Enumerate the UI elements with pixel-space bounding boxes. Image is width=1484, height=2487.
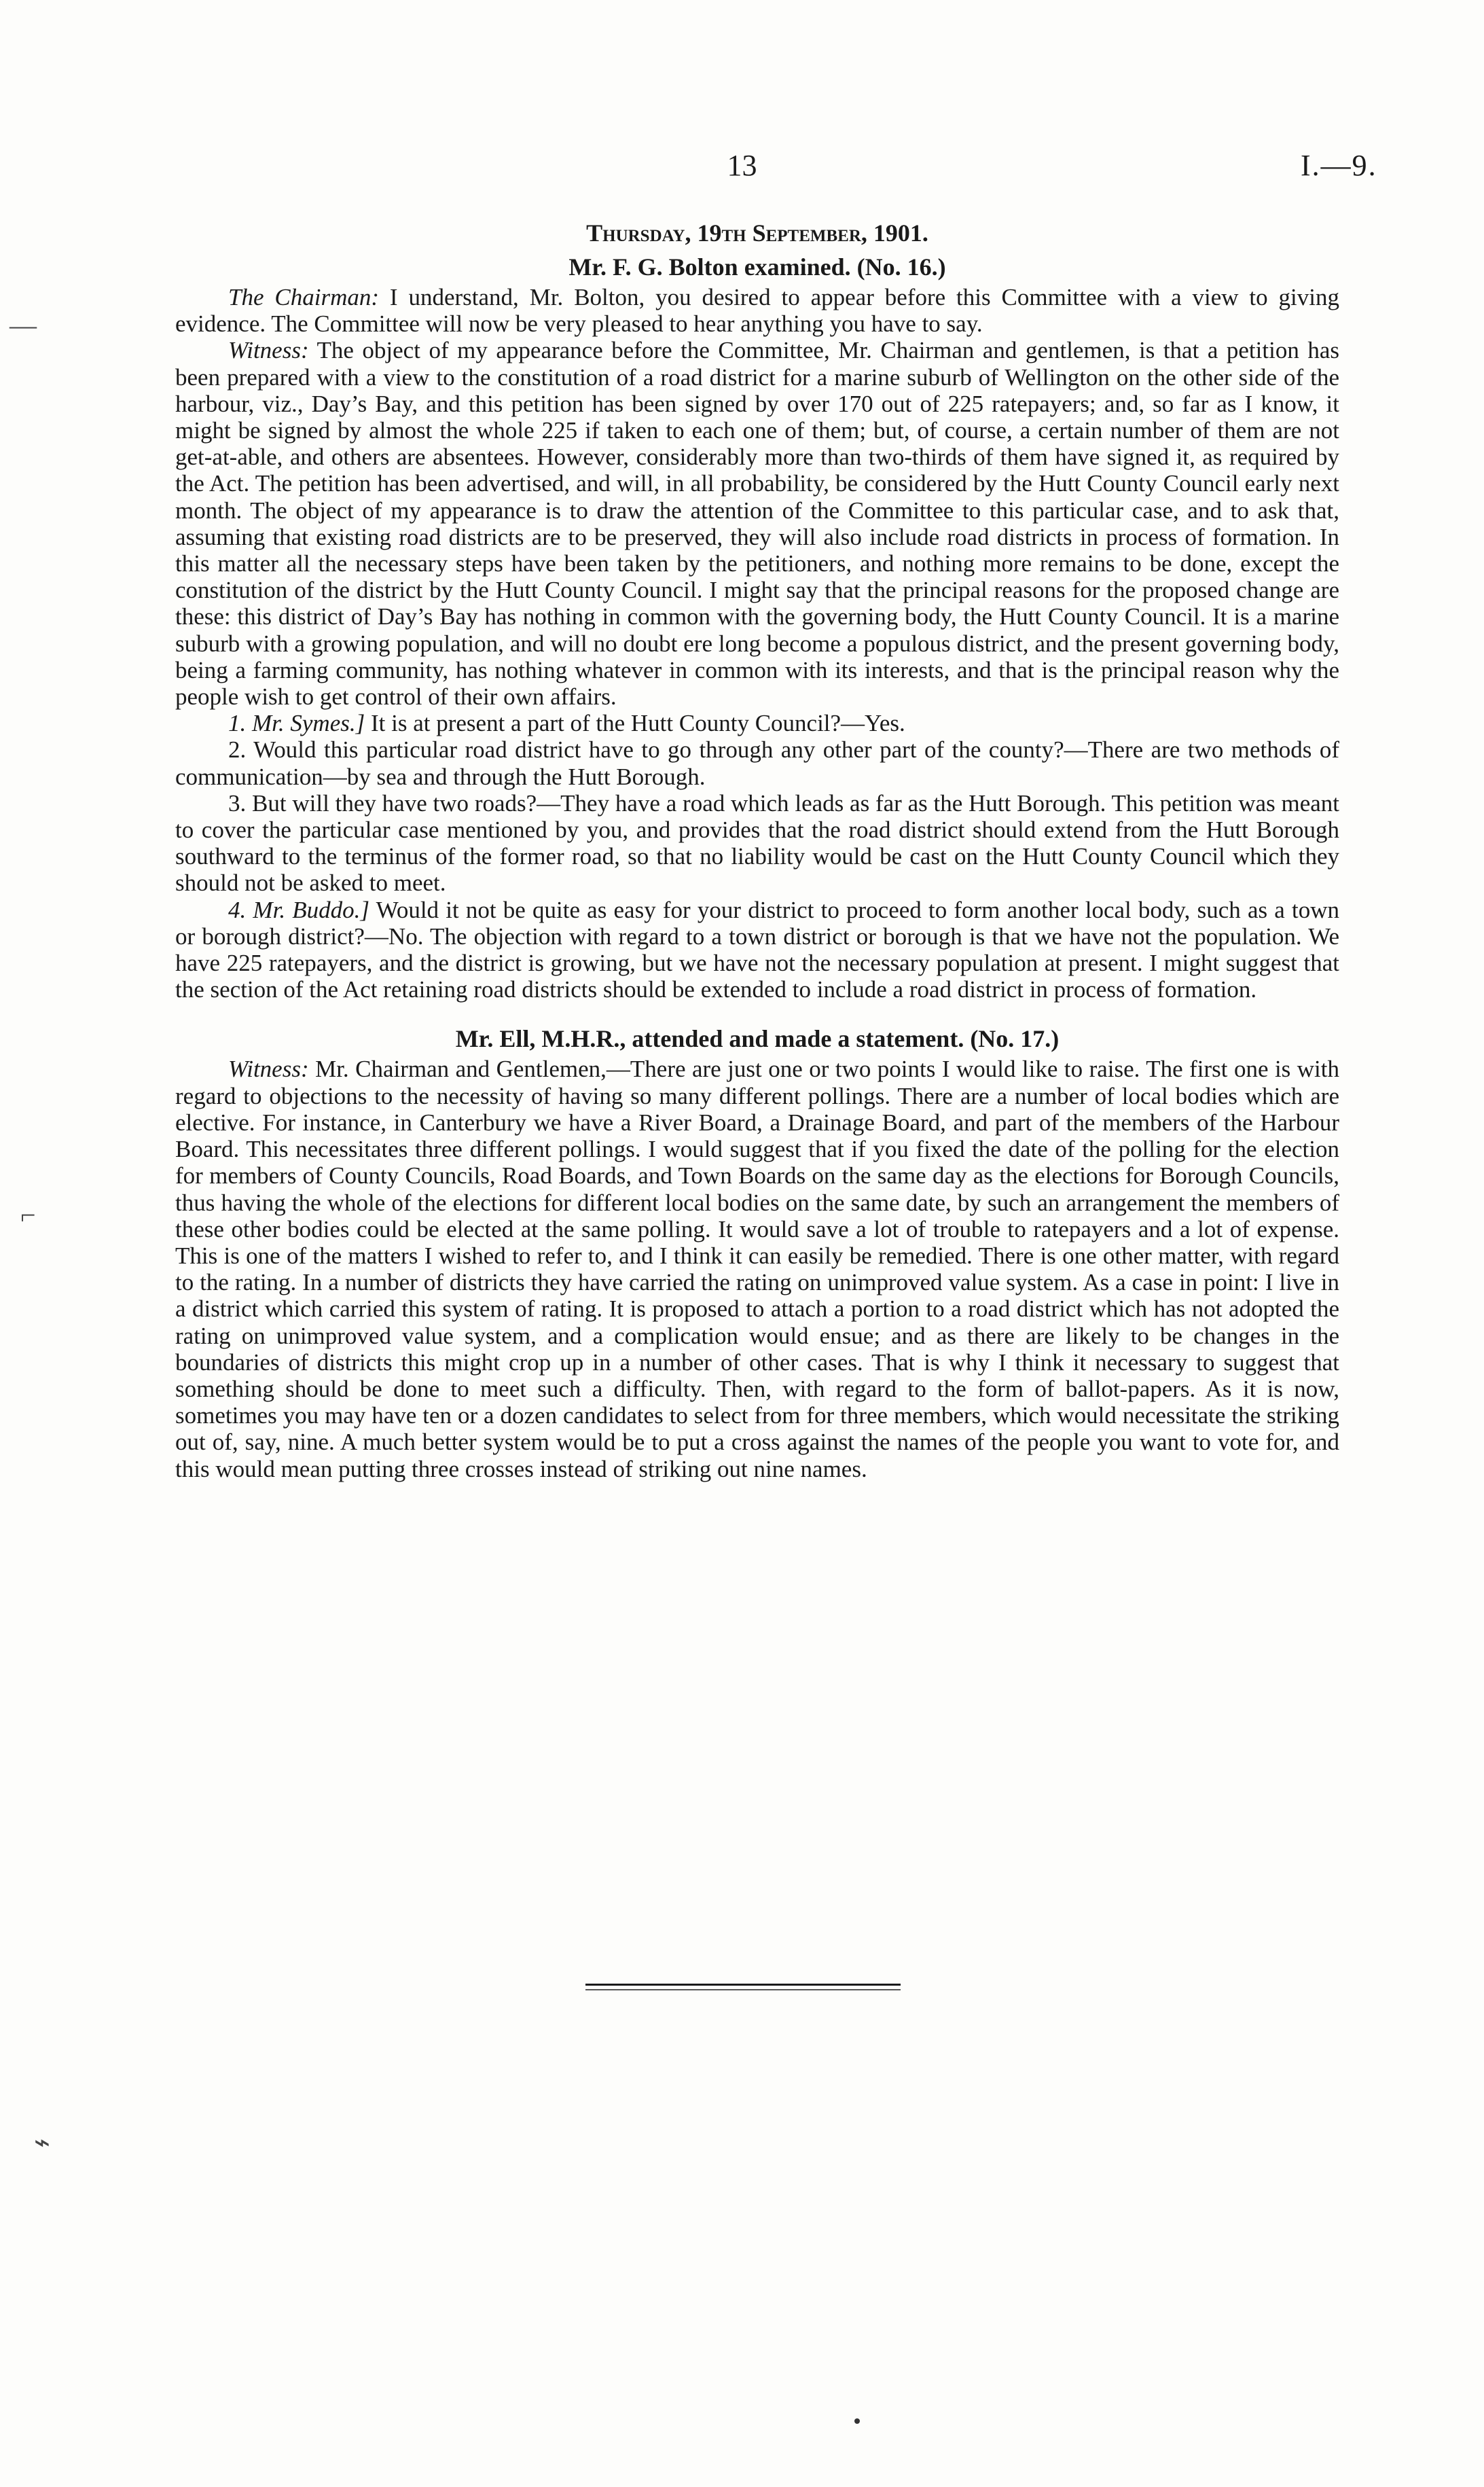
paragraph-text: Would it not be quite as easy for your district to proceed to form another local body, such as a town or borough district?—No. The objection with regard to a town district or borough is that we have not the population. We have 225 ratepayers, and the district is growing, but we have not the necessary population at present. I might suggest that the section of the Act retaining road districts should be extended to include a road district in process of formation. [175,896,1340,1003]
margin-mark: ⌁ [34,2127,51,2158]
margin-mark: ⌐ [20,1200,36,1230]
witness-heading-ell: Mr. Ell, M.H.R., attended and made a statement. (No. 17.) [455,1025,1060,1053]
paragraph-text: I understand, Mr. Bolton, you desired to appear before this Committee with a view to giving evidence. The Committee will now be very pleased to hear anything you have to say. [175,284,1339,338]
paragraph-witness [175,337,1339,710]
paragraph-text: It is at present a part of the Hutt County Council?—Yes. [365,710,905,737]
speaker-label: Witness: [228,1056,309,1083]
paragraph-question-3 [175,790,1339,897]
page-dot [854,2418,860,2424]
paragraph-question-2 [175,736,1339,789]
paragraph-question-1 [175,710,1339,736]
paragraph-text: Mr. Chairman and Gentlemen,—There are just one or two points I would like to raise. The first one is with regard to objections to the necessity of having so many different pollings. There are a number of local bodies which are elective. For instance, in Canterbury we have a River Board, a Drainage Board, and part of the members of the Harbour Board. This necessitates three different pollings. I would suggest that if you fixed the date of the polling for the election for members of County Councils, Road Boards, and Town Boards on the same day as the elections for Borough Councils, thus having the whole of the elections for different local bodies on the same date, by such an arrangement the members of these other bodies could be elected at the same polling. It would save a lot of trouble to ratepayers and a lot of expense. This is one of the matters I wished to refer to, and I think it can easily be remedied. There is one other matter, with regard to the rating. In a number of districts they have carried the rating on unimproved value system. As a case in point: I live in a district which carried this system of rating. It is proposed to attach a portion to a road district which has not adopted the rating on unimproved value system, and a complication would ensue; and as there are likely to be changes in the boundaries of districts this might crop up in a number of other cases. That is why I think it necessary to suggest that something should be done to meet such a difficulty. Then, with regard to the form of ballot-papers. As it is now, sometimes you may have ten or a dozen candidates to select from for three members, which would necessitate the striking out of, say, nine. A much better system would be to put a cross against the names of the people you want to vote for, and this would mean putting three crosses instead of striking out nine names. [175,1056,1339,1482]
page-reference: I.—9. [1301,149,1377,182]
speaker-label: 4. Mr. Buddo.] [228,896,370,923]
session-date-heading: Thursday, 19th September, 1901. [586,219,928,247]
paragraph-text: 2. Would this particular road district have to go through any other part of the county?—There are two methods of communication—by sea and through the Hutt Borough. [175,736,1339,790]
rule-line [585,1984,901,1986]
witness-heading-bolton: Mr. F. G. Bolton examined. (No. 16.) [568,253,946,281]
paragraph-question-4 [175,897,1339,1003]
margin-mark: — [10,310,37,340]
page-number: 13 [727,149,757,182]
paragraph-chairman [175,284,1339,337]
paragraph-text: 3. But will they have two roads?—They have a road which leads as far as the Hutt Borough. This petition was meant to cover the particular case mentioned by you, and provides that the road district should extend from the Hutt Borough southward to the terminus of the former road, so that no liability would be cast on the Hutt County Council which they should not be asked to meet. [175,789,1339,897]
end-rule [585,1984,901,1994]
rule-line [585,1989,901,1990]
speaker-label: The Chairman: [228,284,380,310]
speaker-label: Witness: [228,337,309,364]
paragraph-statement [175,1056,1339,1482]
speaker-label: 1. Mr. Symes.] [228,710,365,737]
document-body [175,216,1339,1482]
paragraph-text: The object of my appearance before the Committee, Mr. Chairman and gentlemen, is that a petition has been prepared with a view to the constitution of a road district for a marine suburb of Wellington on the other side of the harbour, viz., Day’s Bay, and this petition has been signed by over 170 out of 225 ratepayers; and, so far as I know, it might be signed by almost the whole 225 if taken to each one of them; but, of course, a certain number of them are not get-at-able, and others are absentees. However, considerably more than two-thirds of them have signed it, as required by the Act. The petition has been advertised, and will, in all probability, be considered by the Hutt County Council early next month. The object of my appearance is to draw the attention of the Committee to this particular case, and to ask that, assuming that existing road districts are to be preserved, they will also include road districts in process of formation. In this matter all the necessary steps have been taken by the petitioners, and nothing more remains to be done, except the constitution of the district by the Hutt County Council. I might say that the principal reasons for the proposed change are these: this district of Day’s Bay has nothing in common with the governing body, the Hutt County Council. It is a marine suburb with a growing population, and will no doubt ere long become a populous district, and the present governing body, being a farming community, has nothing whatever in common with its interests, and that is the principal reason why the people wish to get control of their own affairs. [175,337,1339,711]
